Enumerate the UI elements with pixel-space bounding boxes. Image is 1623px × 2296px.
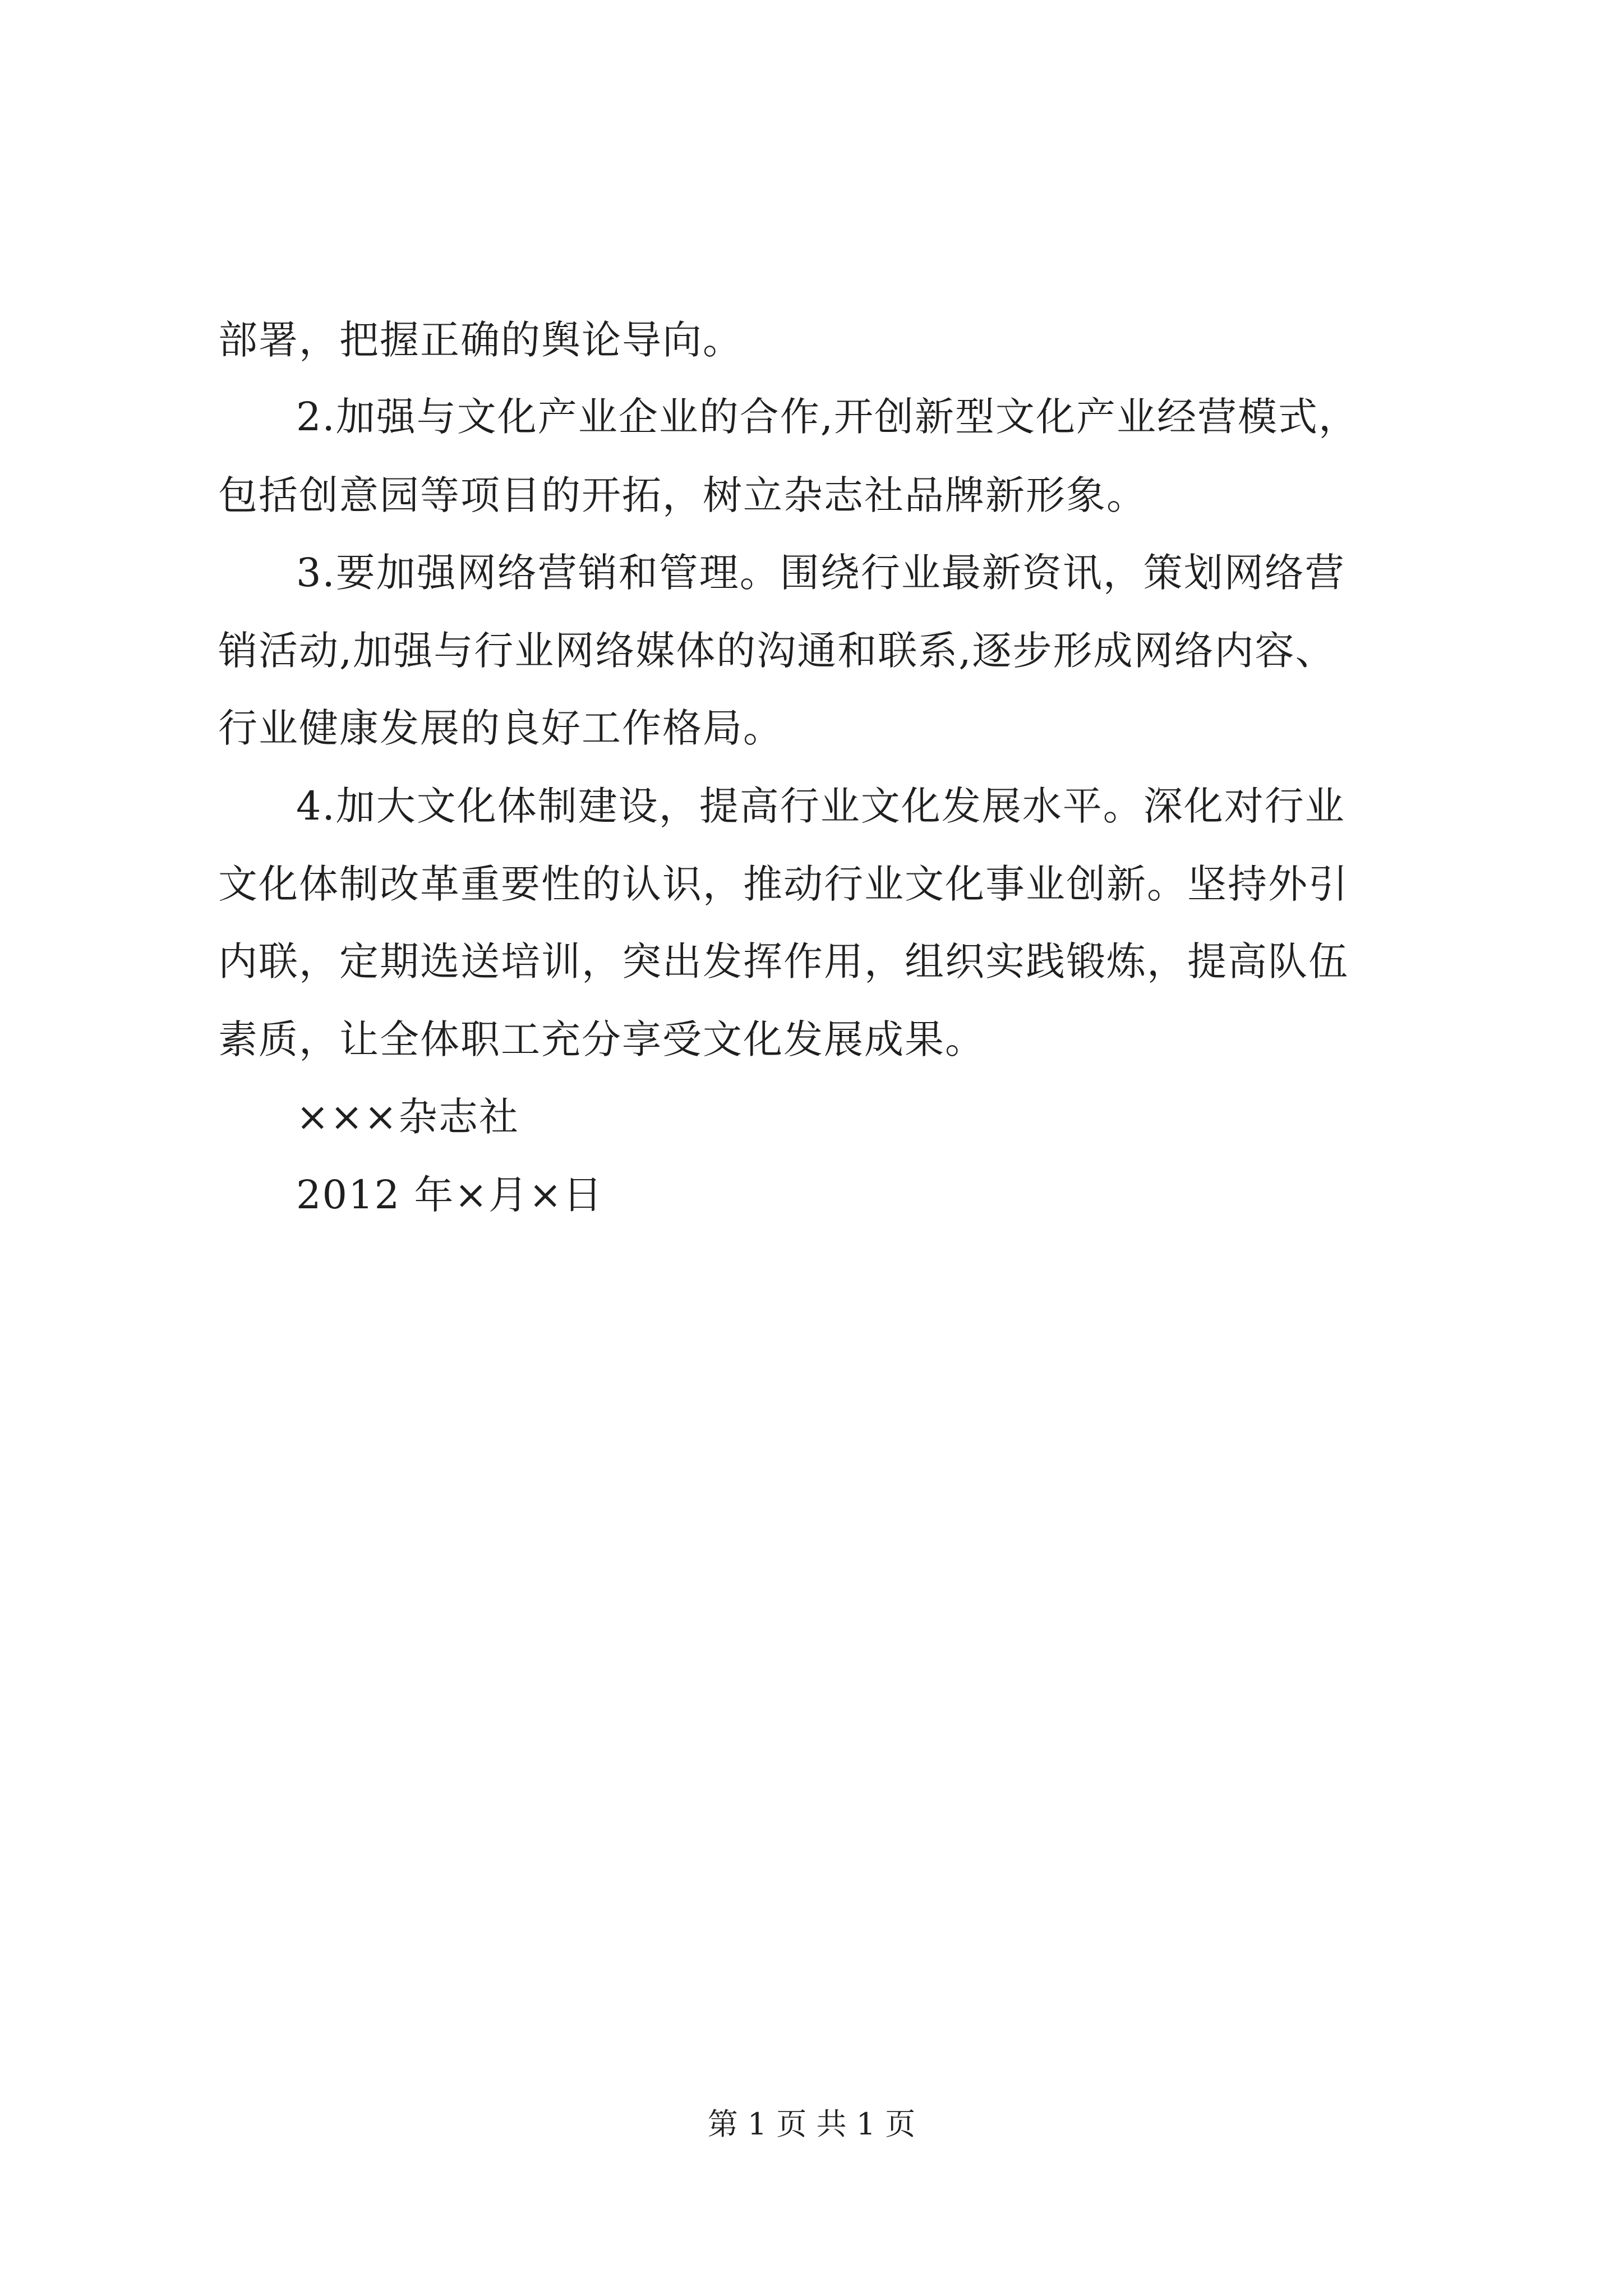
item-2-line-2: 包括创意园等项目的开拓，树立杂志社品牌新形象。 [218,472,1147,518]
signature-organization: ×××杂志社 [296,1094,519,1140]
page-number-footer: 第 1 页 共 1 页 [707,2106,916,2142]
item-4-line-1: 4.加大文化体制建设，提高行业文化发展水平。深化对行业 [296,783,1345,829]
item-4-line-4: 素质，让全体职工充分享受文化发展成果。 [218,1016,985,1062]
item-3-line-1: 3.要加强网络营销和管理。围绕行业最新资讯，策划网络营 [296,550,1345,596]
signature-date: 2012 年×月×日 [296,1172,603,1218]
item-4-line-2: 文化体制改革重要性的认识，推动行业文化事业创新。坚持外引 [218,861,1349,907]
item-2-line-1: 2.加强与文化产业企业的合作,开创新型文化产业经营模式， [296,394,1359,440]
item-4-line-3: 内联，定期选送培训，突出发挥作用，组织实践锻炼，提高队伍 [218,938,1349,984]
item-3-line-3: 行业健康发展的良好工作格局。 [218,705,783,751]
body-line-1: 部署，把握正确的舆论导向。 [218,317,743,363]
item-3-line-2: 销活动,加强与行业网络媒体的沟通和联系,逐步形成网络内容、 [218,628,1336,674]
